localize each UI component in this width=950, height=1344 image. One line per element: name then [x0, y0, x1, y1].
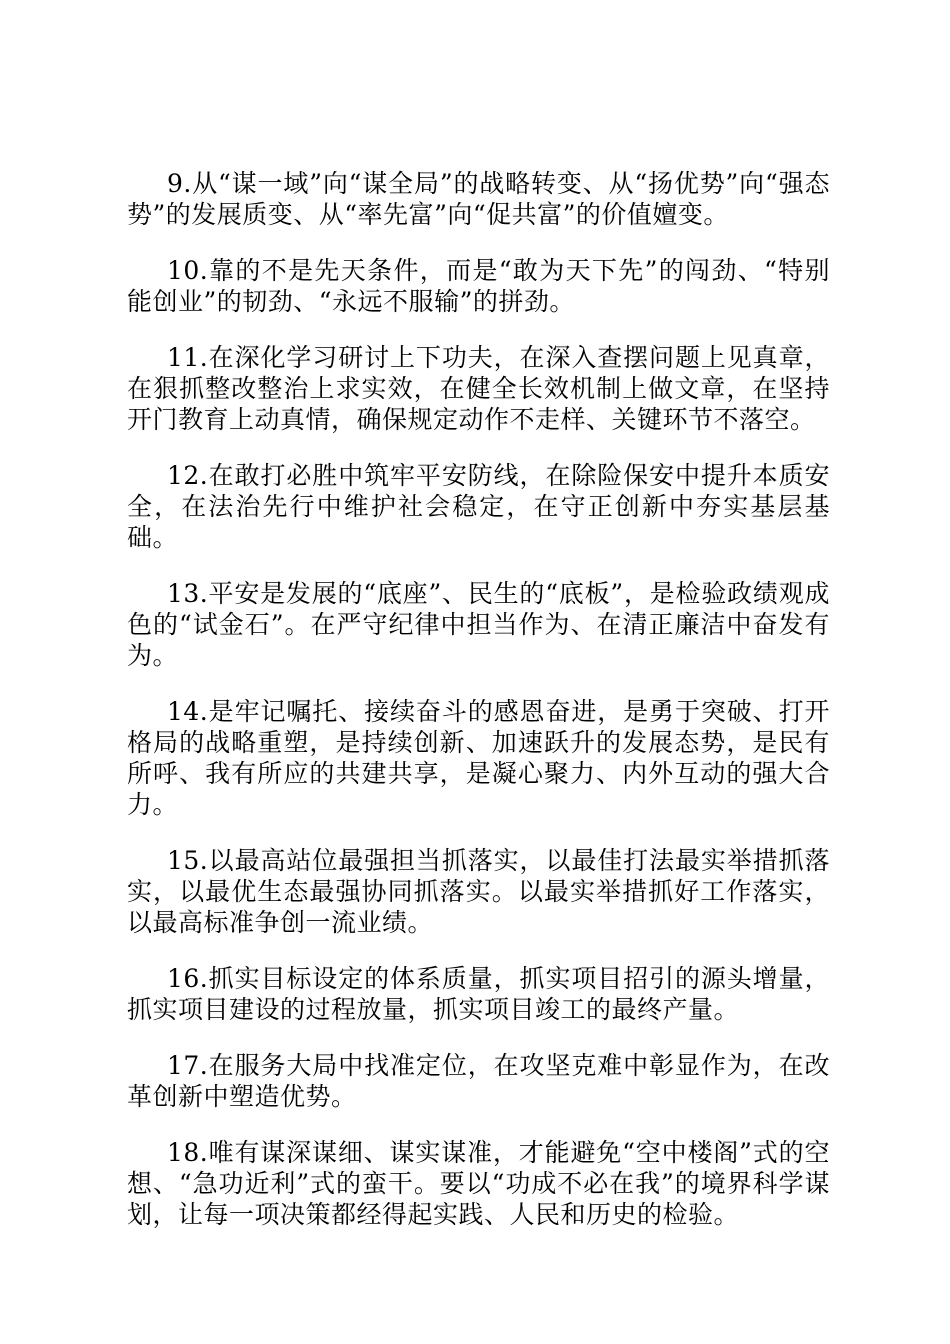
- paragraph-11: 11.在深化学习研讨上下功夫，在深入查摆问题上见真章，在狠抓整改整治上求实效，在健全长效机制上做文章，在坚持开门教育上动真情，确保规定动作不走样、关键环节不落空。: [127, 343, 830, 434]
- paragraph-12: 12.在敢打必胜中筑牢平安防线，在除险保安中提升本质安全，在法治先行中维护社会稳定，在守正创新中夯实基层基础。: [127, 461, 830, 552]
- paragraph-10: 10.靠的不是先天条件，而是“敢为天下先”的闯劲、“特别能创业”的韧劲、“永远不服输”的拼劲。: [127, 256, 830, 316]
- paragraph-15: 15.以最高站位最强担当抓落实，以最佳打法最实举措抓落实，以最优生态最强协同抓落实。以最实举措抓好工作落实，以最高标准争创一流业绩。: [127, 846, 830, 937]
- paragraph-13: 13.平安是发展的“底座”、民生的“底板”，是检验政绩观成色的“试金石”。在严守纪律中担当作为、在清正廉洁中奋发有为。: [127, 579, 830, 670]
- document-page: [127, 168, 830, 1255]
- paragraph-17: 17.在服务大局中找准定位，在攻坚克难中彰显作为，在改革创新中塑造优势。: [127, 1051, 830, 1111]
- paragraph-18: 18.唯有谋深谋细、谋实谋准，才能避免“空中楼阁”式的空想、“急功近利”式的蛮干。要以“功成不必在我”的境界科学谋划，让每一项决策都经得起实践、人民和历史的检验。: [127, 1138, 830, 1229]
- paragraph-9: 9.从“谋一域”向“谋全局”的战略转变、从“扬优势”向“强态势”的发展质变、从“率先富”向“促共富”的价值嬗变。: [127, 169, 830, 229]
- paragraph-14: 14.是牢记嘱托、接续奋斗的感恩奋进，是勇于突破、打开格局的战略重塑，是持续创新、加速跃升的发展态势，是民有所呼、我有所应的共建共享，是凝心聚力、内外互动的强大合力。: [127, 697, 830, 819]
- paragraph-16: 16.抓实目标设定的体系质量，抓实项目招引的源头增量，抓实项目建设的过程放量，抓实项目竣工的最终产量。: [127, 964, 830, 1024]
